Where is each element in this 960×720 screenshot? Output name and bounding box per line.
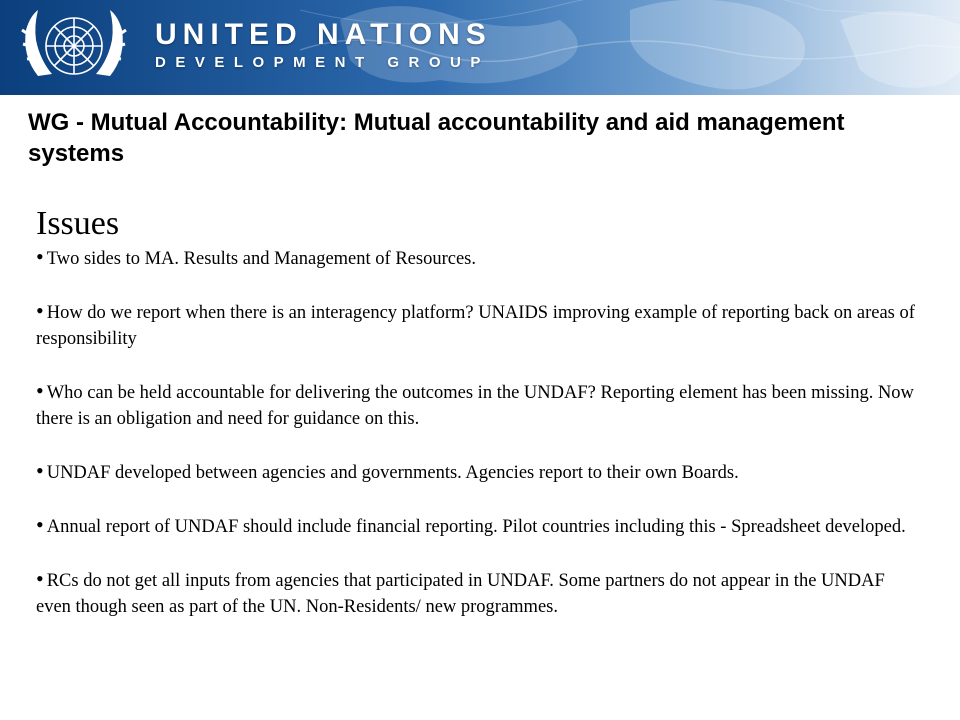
org-name-line2: DEVELOPMENT GROUP (155, 54, 490, 71)
bullet-icon: • (36, 458, 44, 483)
org-name (155, 20, 492, 74)
bullet-icon: • (36, 298, 44, 323)
header-banner (0, 0, 960, 95)
bullet-icon: • (36, 566, 44, 591)
org-name-line1: UNITED NATIONS (155, 18, 492, 51)
list-item (36, 514, 916, 540)
list-item (36, 380, 916, 432)
list-item-text: How do we report when there is an interagency platform? UNAIDS improving example of reporting back on areas of responsibility (36, 303, 915, 349)
slide-content (36, 202, 916, 620)
list-item-text: UNDAF developed between agencies and governments. Agencies report to their own Boards. (46, 463, 739, 483)
list-item (36, 460, 916, 486)
list-item (36, 568, 916, 620)
list-item-text: Annual report of UNDAF should include financial reporting. Pilot countries including this - Spreadsheet developed. (46, 517, 906, 537)
list-item-text: Two sides to MA. Results and Management of Resources. (46, 249, 476, 269)
list-item-text: RCs do not get all inputs from agencies that participated in UNDAF. Some partners do not appear in the UNDAF even though seen as part of the UN. Non-Residents/ new programmes. (36, 571, 885, 617)
slide-title: WG - Mutual Accountability: Mutual accountability and aid management systems (28, 109, 845, 167)
un-emblem-icon (8, 4, 140, 88)
bullet-icon: • (36, 244, 44, 269)
bullet-icon: • (36, 512, 44, 537)
list-item-text: Who can be held accountable for delivering the outcomes in the UNDAF? Reporting element has been missing. Now there is an obligation and need for guidance on this. (36, 383, 914, 429)
list-item (36, 246, 916, 272)
issues-list (36, 246, 916, 620)
bullet-icon: • (36, 378, 44, 403)
issues-heading: Issues (36, 205, 120, 242)
list-item (36, 300, 916, 352)
